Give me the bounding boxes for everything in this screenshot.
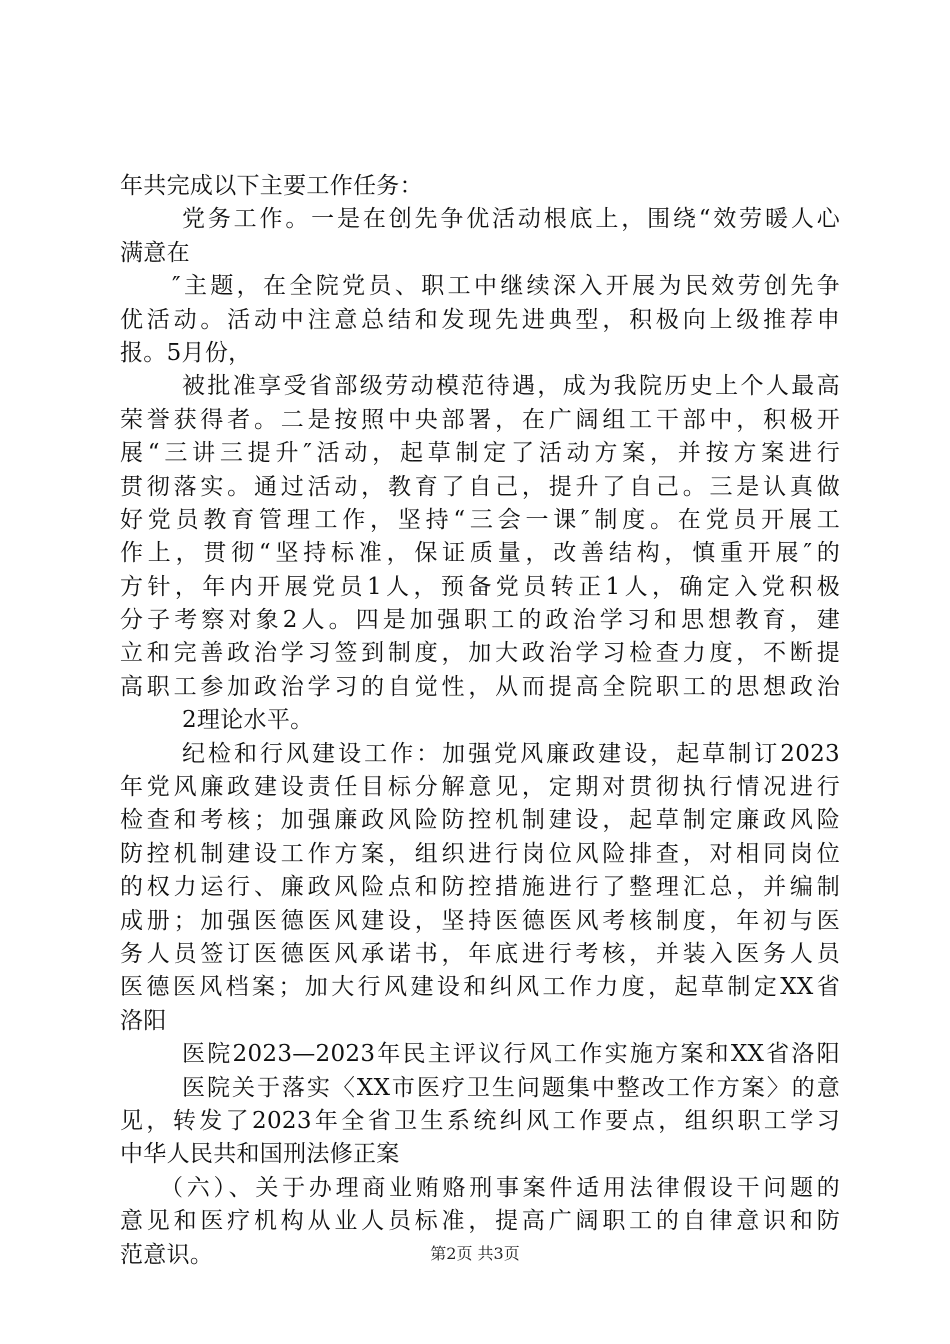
text-line: 立和完善政治学习签到制度，加大政治学习检查力度，不断提	[120, 640, 840, 667]
text-line: ″主题，在全院党员、职工中继续深入开展为民效劳创先争	[172, 273, 840, 300]
text-line: 满意在	[120, 239, 190, 266]
text-line: 纪检和行风建设工作：加强党风廉政建设，起草制订2023	[182, 740, 840, 767]
text-line: 2理论水平。	[182, 707, 314, 734]
text-line: 意见和医疗机构从业人员标准，提高广阔职工的自律意识和防	[120, 1208, 840, 1235]
text-line: 成册；加强医德医风建设，坚持医德医风考核制度，年初与医	[120, 907, 840, 934]
text-line: 高职工参加政治学习的自觉性，从而提高全院职工的思想政治	[120, 673, 840, 700]
text-line: 报。5月份，	[120, 339, 252, 366]
text-line: 中华人民共和国刑法修正案	[120, 1141, 400, 1168]
text-line: 展“三讲三提升″活动，起草制定了活动方案，并按方案进行	[120, 440, 840, 467]
text-line: 贯彻落实。通过活动，教育了自己，提升了自己。三是认真做	[120, 473, 840, 500]
text-line: 医院2023—2023年民主评议行风工作实施方案和XX省洛阳	[182, 1041, 840, 1068]
text-line: 的权力运行、廉政风险点和防控措施进行了整理汇总，并编制	[120, 874, 840, 901]
text-line: 医院关于落实〈XX市医疗卫生问题集中整改工作方案〉的意	[182, 1074, 840, 1101]
text-line: 被批准享受省部级劳动模范待遇，成为我院历史上个人最高	[182, 373, 840, 400]
text-line: 年党风廉政建设责任目标分解意见，定期对贯彻执行情况进行	[120, 774, 840, 801]
text-line: 分子考察对象2人。四是加强职工的政治学习和思想教育，建	[120, 607, 840, 634]
text-line: （六）、关于办理商业贿赂刑事案件适用法律假设干问题的	[160, 1174, 840, 1201]
text-line: 务人员签订医德医风承诺书，年底进行考核，并装入医务人员	[120, 940, 840, 967]
text-line: 好党员教育管理工作，坚持“三会一课″制度。在党员开展工	[120, 506, 840, 533]
text-line: 优活动。活动中注意总结和发现先进典型，积极向上级推荐申	[120, 306, 840, 333]
text-line: 作上，贯彻“坚持标准，保证质量，改善结构，慎重开展″的	[120, 540, 840, 567]
text-line: 医德医风档案；加大行风建设和纠风工作力度，起草制定XX省	[120, 974, 840, 1001]
text-line: 范意识。	[120, 1241, 214, 1268]
text-line: 荣誉获得者。二是按照中央部署，在广阔组工干部中，积极开	[120, 406, 840, 433]
page-footer: 第2页 共3页	[430, 1244, 520, 1263]
text-line: 见，转发了2023年全省卫生系统纠风工作要点，组织职工学习	[120, 1107, 840, 1134]
text-line: 防控机制建设工作方案，组织进行岗位风险排查，对相同岗位	[120, 840, 840, 867]
text-line: 洛阳	[120, 1007, 167, 1034]
text-line: 方针，年内开展党员1人，预备党员转正1人，确定入党积极	[120, 573, 840, 600]
document-body	[120, 170, 840, 1272]
text-line: 年共完成以下主要工作任务：	[120, 173, 423, 199]
text-line: 党务工作。一是在创先争优活动根底上，围绕“效劳暖人心	[182, 206, 840, 233]
text-line: 检查和考核；加强廉政风险防控机制建设，起草制定廉政风险	[120, 807, 840, 834]
